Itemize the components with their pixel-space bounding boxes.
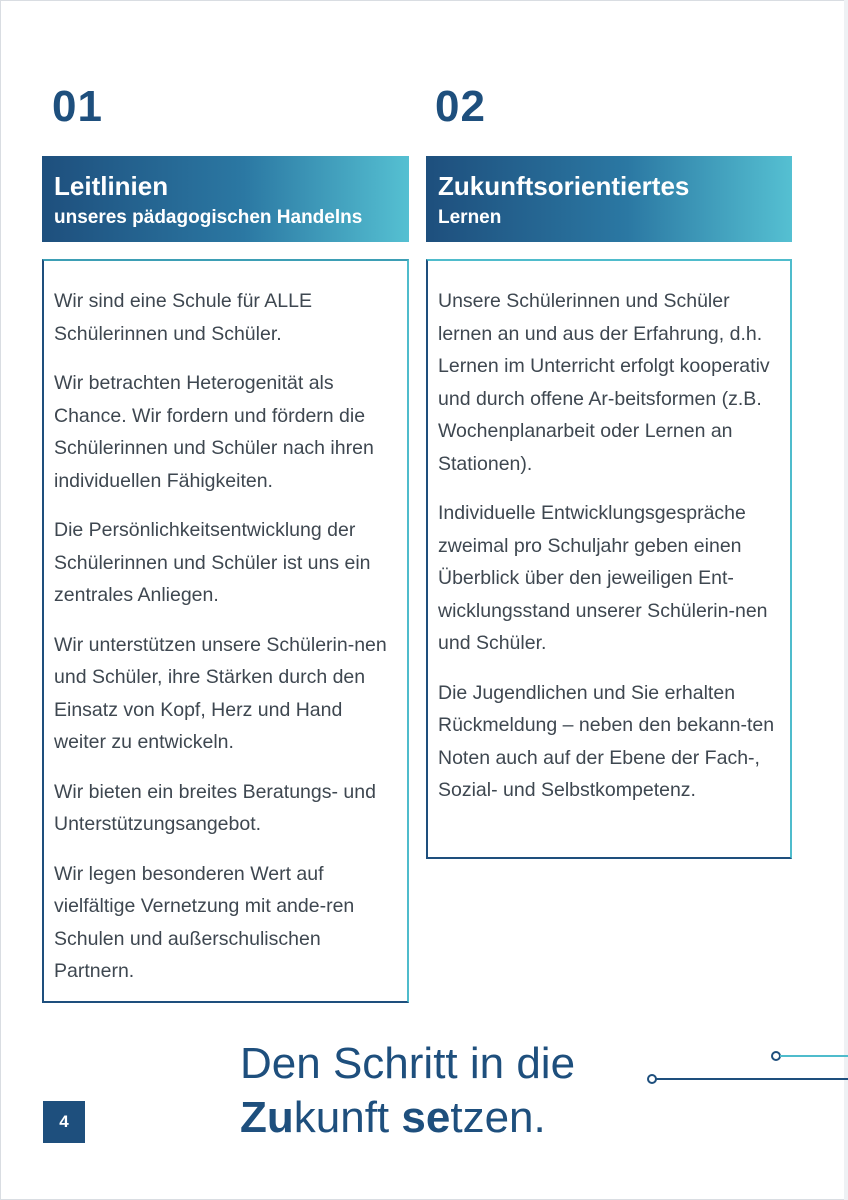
paragraph: Die Persönlichkeitsentwicklung der Schülerinnen und Schüler ist uns ein zentrales Anliegen. <box>54 519 371 606</box>
paragraph: Wir bieten ein breites Beratungs- und Unterstützungsangebot. <box>54 780 376 835</box>
section-header-leitlinien <box>42 156 409 242</box>
slogan <box>240 1037 575 1145</box>
decorative-line-nodes <box>640 1045 848 1090</box>
section-number-01: 01 <box>52 82 103 131</box>
page-edge-strip <box>844 0 848 1200</box>
section-header-zukunftsorientiertes-lernen <box>426 156 792 242</box>
section-number-02: 02 <box>435 82 486 131</box>
content-box-lernen <box>426 259 792 859</box>
paragraph: Wir sind eine Schule für ALLE Schülerinnen und Schüler. <box>54 290 312 345</box>
section-subtitle: Lernen <box>438 207 502 228</box>
paragraph: Unsere Schülerinnen und Schüler lernen an und aus der Erfahrung, d.h. Lernen im Unterricht erfolgt kooperativ und durch offene Ar-beitsformen (z.B. Wochenplanarbeit oder Lernen an Stationen). <box>438 290 770 475</box>
slogan-line-1: Den Schritt in die <box>240 1039 576 1088</box>
section-subtitle: unseres pädagogischen Handelns <box>54 207 363 228</box>
slogan-emphasis: Zu <box>240 1093 294 1142</box>
slogan-line-2 <box>240 1091 575 1145</box>
slogan-emphasis: se <box>401 1093 451 1142</box>
paragraph: Individuelle Entwicklungsgespräche zweimal pro Schuljahr geben einen Überblick über den jeweiligen Ent-wicklungsstand unserer Schülerin-nen und Schüler. <box>438 502 768 654</box>
paragraph: Wir unterstützen unsere Schülerin-nen und Schüler, ihre Stärken durch den Einsatz von Kopf, Herz und Hand weiter zu entwickeln. <box>54 633 387 753</box>
slogan-text: kunft <box>293 1093 402 1142</box>
paragraph: Wir legen besonderen Wert auf vielfältige Vernetzung mit ande-ren Schulen und außerschulischen Partnern. <box>54 862 355 982</box>
section-title: Leitlinien <box>54 171 169 201</box>
content-box-leitlinien <box>42 259 409 1003</box>
page-number-badge: 4 <box>43 1101 85 1143</box>
paragraph: Wir betrachten Heterogenität als Chance. Wir fordern und fördern die Schülerinnen und Schüler nach ihren individuellen Fähigkeiten. <box>54 372 374 492</box>
paragraph: Die Jugendlichen und Sie erhalten Rückmeldung – neben den bekann-ten Noten auch auf der Ebene der Fach-, Sozial- und Selbstkompetenz. <box>438 681 775 801</box>
slogan-text: tzen. <box>450 1093 546 1142</box>
section-title: Zukunftsorientiertes <box>438 171 690 201</box>
